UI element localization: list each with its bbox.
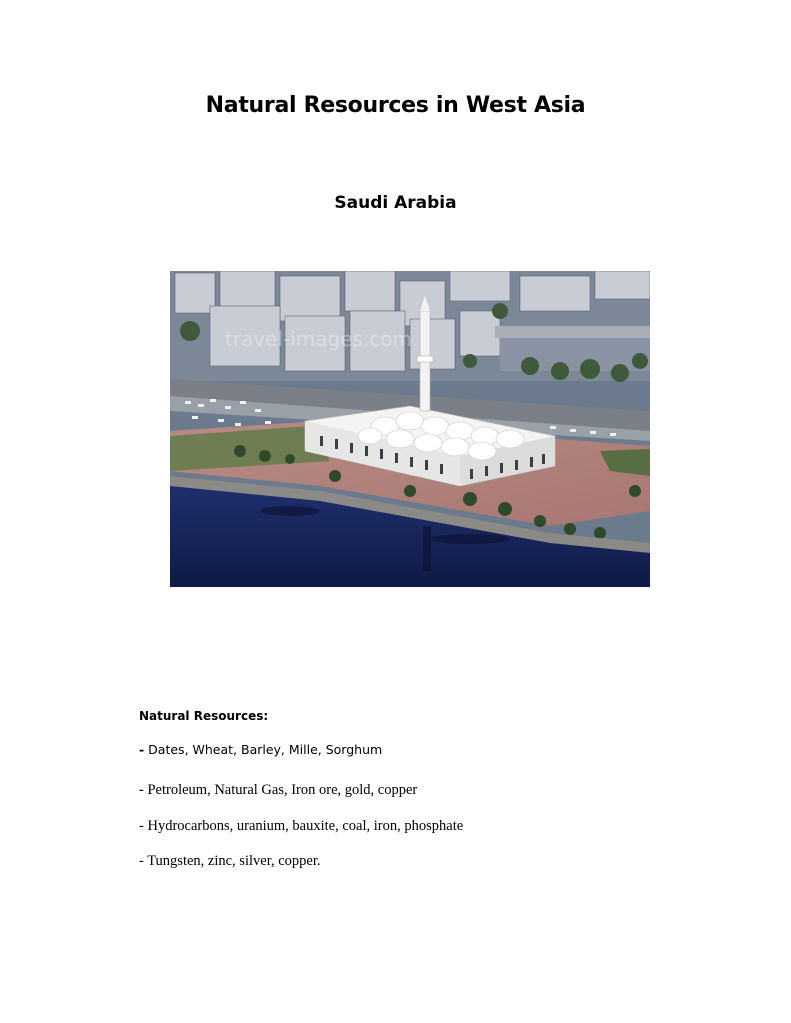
page-title: Natural Resources in West Asia (205, 93, 586, 118)
bullet-dash: - (139, 818, 144, 834)
bullet-dash: - (139, 782, 144, 798)
resource-item-1 (139, 742, 382, 757)
bullet-dash: - (139, 853, 144, 869)
resources-heading: Natural Resources: (139, 709, 269, 723)
resource-text: Tungsten, zinc, silver, copper. (143, 853, 321, 869)
country-heading: Saudi Arabia (334, 193, 457, 213)
resource-item-2 (139, 782, 417, 799)
watermark-text: travel-images.com (225, 327, 413, 351)
resource-item-3 (139, 818, 463, 835)
bullet-dash: - (139, 742, 145, 757)
resource-text: Petroleum, Natural Gas, Iron ore, gold, copper (143, 782, 418, 798)
mosque-photo (170, 271, 650, 587)
resource-item-4 (139, 853, 320, 870)
resource-text: Hydrocarbons, uranium, bauxite, coal, iron, phosphate (143, 818, 464, 834)
resource-text: Dates, Wheat, Barley, Mille, Sorghum (144, 742, 383, 757)
